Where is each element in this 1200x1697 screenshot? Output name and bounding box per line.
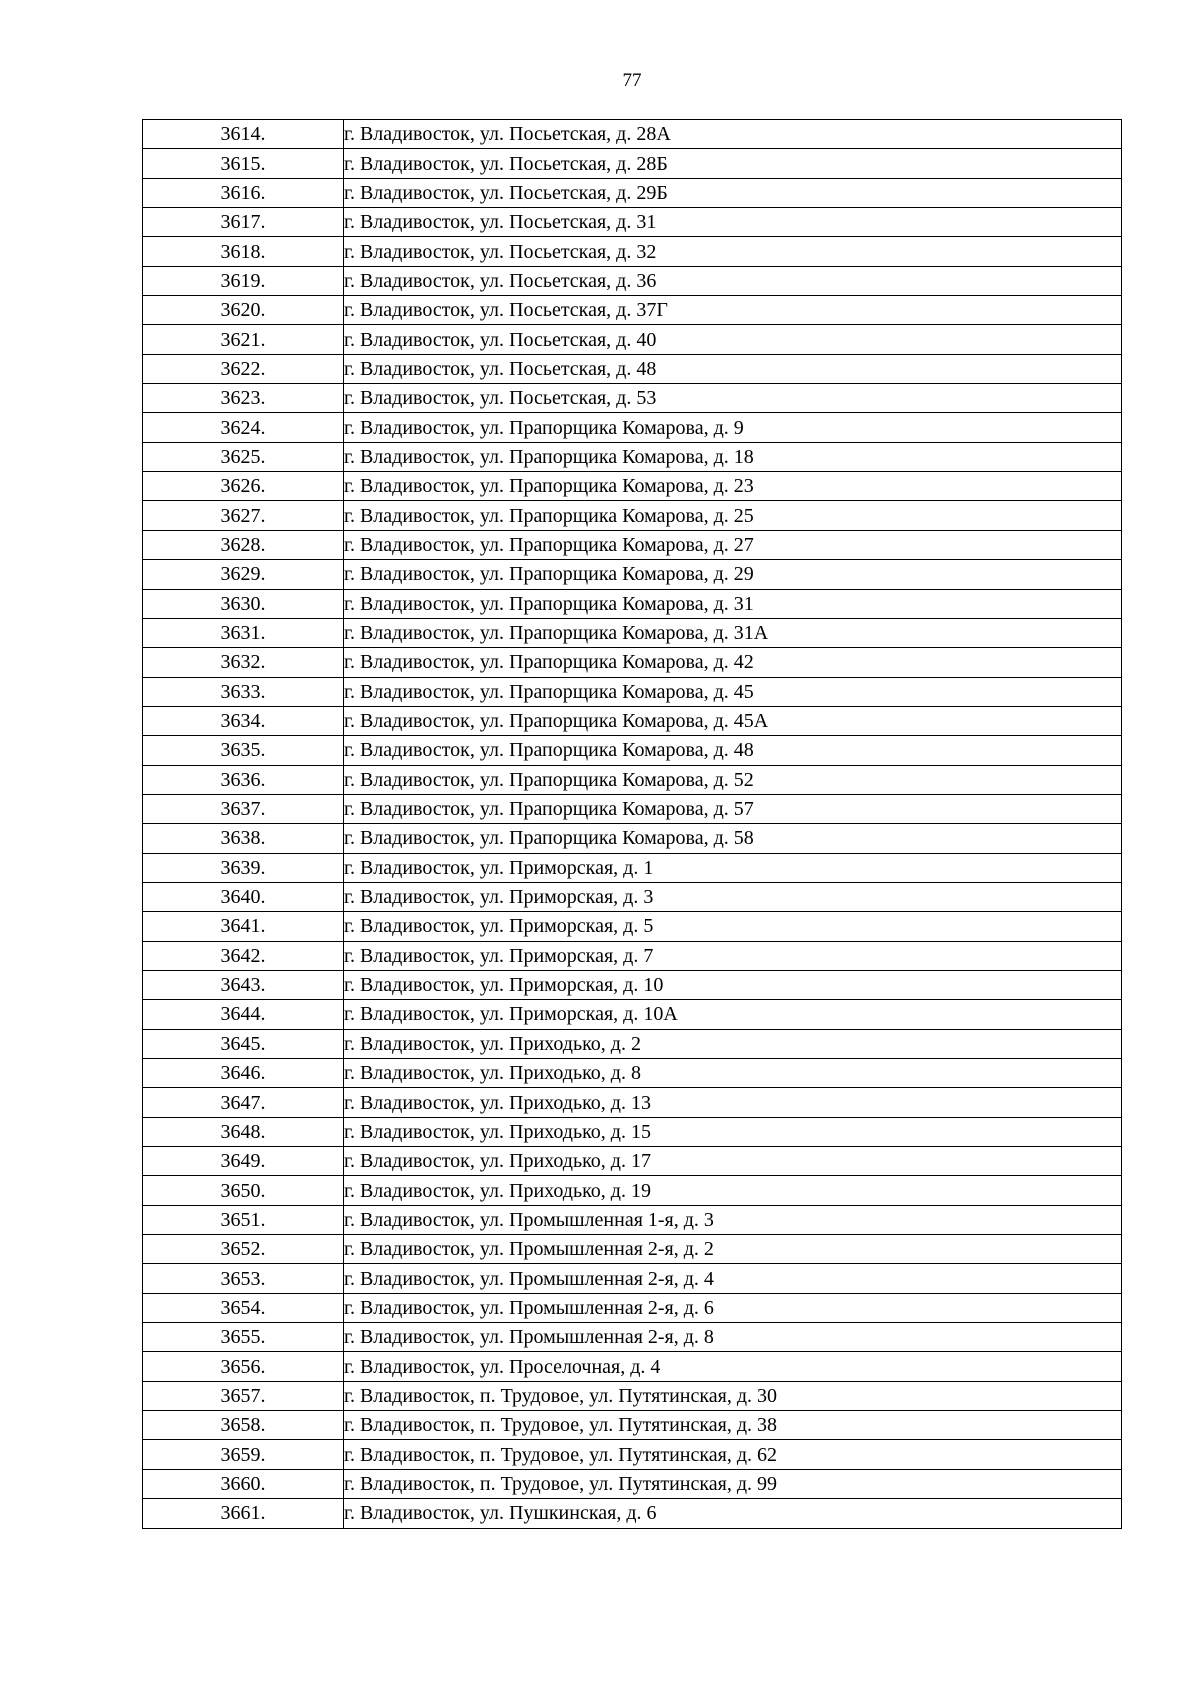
row-number-cell: 3642.: [143, 941, 344, 970]
address-cell: г. Владивосток, ул. Приморская, д. 5: [344, 912, 1122, 941]
row-number-cell: 3619.: [143, 266, 344, 295]
row-number-cell: 3650.: [143, 1176, 344, 1205]
row-number-cell: 3625.: [143, 442, 344, 471]
address-cell: г. Владивосток, ул. Посьетская, д. 32: [344, 237, 1122, 266]
row-number-cell: 3623.: [143, 384, 344, 413]
row-number-cell: 3658.: [143, 1411, 344, 1440]
address-cell: г. Владивосток, ул. Приходько, д. 2: [344, 1029, 1122, 1058]
row-number-cell: 3643.: [143, 970, 344, 999]
row-number-cell: 3661.: [143, 1499, 344, 1528]
row-number-cell: 3647.: [143, 1088, 344, 1117]
table-row: [143, 1499, 1122, 1528]
table-row: [143, 178, 1122, 207]
row-number-cell: 3660.: [143, 1469, 344, 1498]
address-cell: г. Владивосток, ул. Прапорщика Комарова, д. 9: [344, 413, 1122, 442]
address-cell: г. Владивосток, ул. Прапорщика Комарова, д. 58: [344, 824, 1122, 853]
table-row: [143, 970, 1122, 999]
address-cell: г. Владивосток, ул. Приморская, д. 7: [344, 941, 1122, 970]
table-row: [143, 618, 1122, 647]
table-row: [143, 120, 1122, 149]
table-row: [143, 1323, 1122, 1352]
address-cell: г. Владивосток, ул. Посьетская, д. 36: [344, 266, 1122, 295]
row-number-cell: 3646.: [143, 1059, 344, 1088]
table-row: [143, 296, 1122, 325]
table-row: [143, 442, 1122, 471]
address-cell: г. Владивосток, п. Трудовое, ул. Путятинская, д. 30: [344, 1381, 1122, 1410]
row-number-cell: 3653.: [143, 1264, 344, 1293]
row-number-cell: 3618.: [143, 237, 344, 266]
address-cell: г. Владивосток, ул. Прапорщика Комарова, д. 45А: [344, 706, 1122, 735]
address-cell: г. Владивосток, ул. Приморская, д. 3: [344, 882, 1122, 911]
address-cell: г. Владивосток, ул. Приморская, д. 10: [344, 970, 1122, 999]
address-cell: г. Владивосток, ул. Приходько, д. 19: [344, 1176, 1122, 1205]
table-row: [143, 912, 1122, 941]
table-row: [143, 208, 1122, 237]
row-number-cell: 3621.: [143, 325, 344, 354]
table-row: [143, 1440, 1122, 1469]
row-number-cell: 3637.: [143, 794, 344, 823]
row-number-cell: 3630.: [143, 589, 344, 618]
table-row: [143, 1176, 1122, 1205]
row-number-cell: 3657.: [143, 1381, 344, 1410]
table-row: [143, 1088, 1122, 1117]
address-cell: г. Владивосток, ул. Приморская, д. 10А: [344, 1000, 1122, 1029]
address-cell: г. Владивосток, ул. Прапорщика Комарова, д. 31А: [344, 618, 1122, 647]
address-cell: г. Владивосток, п. Трудовое, ул. Путятинская, д. 99: [344, 1469, 1122, 1498]
address-cell: г. Владивосток, ул. Посьетская, д. 53: [344, 384, 1122, 413]
table-row: [143, 1147, 1122, 1176]
address-cell: г. Владивосток, ул. Прапорщика Комарова, д. 25: [344, 501, 1122, 530]
row-number-cell: 3644.: [143, 1000, 344, 1029]
table-row: [143, 941, 1122, 970]
table-row: [143, 706, 1122, 735]
table-row: [143, 1117, 1122, 1146]
table-row: [143, 1000, 1122, 1029]
table-row: [143, 325, 1122, 354]
table-row: [143, 648, 1122, 677]
row-number-cell: 3639.: [143, 853, 344, 882]
table-row: [143, 765, 1122, 794]
table-row: [143, 1293, 1122, 1322]
row-number-cell: 3640.: [143, 882, 344, 911]
address-cell: г. Владивосток, ул. Промышленная 2-я, д. 6: [344, 1293, 1122, 1322]
row-number-cell: 3614.: [143, 120, 344, 149]
address-cell: г. Владивосток, п. Трудовое, ул. Путятинская, д. 38: [344, 1411, 1122, 1440]
table-row: [143, 266, 1122, 295]
table-row: [143, 824, 1122, 853]
address-table: [142, 119, 1122, 1529]
row-number-cell: 3659.: [143, 1440, 344, 1469]
address-cell: г. Владивосток, ул. Прапорщика Комарова, д. 23: [344, 472, 1122, 501]
table-row: [143, 560, 1122, 589]
table-row: [143, 589, 1122, 618]
row-number-cell: 3656.: [143, 1352, 344, 1381]
row-number-cell: 3624.: [143, 413, 344, 442]
table-row: [143, 1381, 1122, 1410]
row-number-cell: 3651.: [143, 1205, 344, 1234]
table-row: [143, 354, 1122, 383]
table-row: [143, 1235, 1122, 1264]
row-number-cell: 3615.: [143, 149, 344, 178]
row-number-cell: 3627.: [143, 501, 344, 530]
address-cell: г. Владивосток, ул. Прапорщика Комарова, д. 45: [344, 677, 1122, 706]
address-cell: г. Владивосток, ул. Посьетская, д. 31: [344, 208, 1122, 237]
address-cell: г. Владивосток, ул. Прапорщика Комарова, д. 42: [344, 648, 1122, 677]
page-number: 77: [622, 70, 642, 91]
address-cell: г. Владивосток, ул. Посьетская, д. 37Г: [344, 296, 1122, 325]
table-row: [143, 501, 1122, 530]
row-number-cell: 3655.: [143, 1323, 344, 1352]
address-cell: г. Владивосток, ул. Посьетская, д. 29Б: [344, 178, 1122, 207]
address-cell: г. Владивосток, ул. Приходько, д. 17: [344, 1147, 1122, 1176]
table-row: [143, 530, 1122, 559]
table-row: [143, 677, 1122, 706]
address-cell: г. Владивосток, ул. Посьетская, д. 28А: [344, 120, 1122, 149]
table-row: [143, 472, 1122, 501]
table-row: [143, 853, 1122, 882]
address-cell: г. Владивосток, ул. Прапорщика Комарова, д. 52: [344, 765, 1122, 794]
table-row: [143, 1469, 1122, 1498]
row-number-cell: 3632.: [143, 648, 344, 677]
table-row: [143, 384, 1122, 413]
address-table-body: [143, 120, 1122, 1529]
row-number-cell: 3622.: [143, 354, 344, 383]
address-cell: г. Владивосток, ул. Пушкинская, д. 6: [344, 1499, 1122, 1528]
table-row: [143, 1059, 1122, 1088]
row-number-cell: 3638.: [143, 824, 344, 853]
address-cell: г. Владивосток, ул. Посьетская, д. 48: [344, 354, 1122, 383]
row-number-cell: 3636.: [143, 765, 344, 794]
row-number-cell: 3635.: [143, 736, 344, 765]
table-row: [143, 1352, 1122, 1381]
address-cell: г. Владивосток, ул. Приходько, д. 8: [344, 1059, 1122, 1088]
address-cell: г. Владивосток, ул. Приморская, д. 1: [344, 853, 1122, 882]
address-cell: г. Владивосток, ул. Промышленная 2-я, д. 2: [344, 1235, 1122, 1264]
address-cell: г. Владивосток, ул. Промышленная 1-я, д. 3: [344, 1205, 1122, 1234]
row-number-cell: 3634.: [143, 706, 344, 735]
address-cell: г. Владивосток, ул. Приходько, д. 15: [344, 1117, 1122, 1146]
address-cell: г. Владивосток, ул. Прапорщика Комарова, д. 27: [344, 530, 1122, 559]
row-number-cell: 3633.: [143, 677, 344, 706]
address-cell: г. Владивосток, ул. Приходько, д. 13: [344, 1088, 1122, 1117]
table-row: [143, 413, 1122, 442]
row-number-cell: 3617.: [143, 208, 344, 237]
row-number-cell: 3626.: [143, 472, 344, 501]
table-row: [143, 1029, 1122, 1058]
row-number-cell: 3649.: [143, 1147, 344, 1176]
address-cell: г. Владивосток, ул. Промышленная 2-я, д. 8: [344, 1323, 1122, 1352]
row-number-cell: 3628.: [143, 530, 344, 559]
address-cell: г. Владивосток, ул. Проселочная, д. 4: [344, 1352, 1122, 1381]
row-number-cell: 3629.: [143, 560, 344, 589]
row-number-cell: 3652.: [143, 1235, 344, 1264]
address-cell: г. Владивосток, п. Трудовое, ул. Путятинская, д. 62: [344, 1440, 1122, 1469]
table-row: [143, 1205, 1122, 1234]
address-cell: г. Владивосток, ул. Промышленная 2-я, д. 4: [344, 1264, 1122, 1293]
address-cell: г. Владивосток, ул. Прапорщика Комарова, д. 31: [344, 589, 1122, 618]
address-cell: г. Владивосток, ул. Посьетская, д. 28Б: [344, 149, 1122, 178]
table-row: [143, 1411, 1122, 1440]
address-cell: г. Владивосток, ул. Посьетская, д. 40: [344, 325, 1122, 354]
row-number-cell: 3620.: [143, 296, 344, 325]
row-number-cell: 3654.: [143, 1293, 344, 1322]
address-cell: г. Владивосток, ул. Прапорщика Комарова, д. 57: [344, 794, 1122, 823]
row-number-cell: 3616.: [143, 178, 344, 207]
address-cell: г. Владивосток, ул. Прапорщика Комарова, д. 29: [344, 560, 1122, 589]
table-row: [143, 794, 1122, 823]
table-row: [143, 149, 1122, 178]
row-number-cell: 3641.: [143, 912, 344, 941]
table-row: [143, 1264, 1122, 1293]
address-cell: г. Владивосток, ул. Прапорщика Комарова, д. 48: [344, 736, 1122, 765]
address-cell: г. Владивосток, ул. Прапорщика Комарова, д. 18: [344, 442, 1122, 471]
row-number-cell: 3645.: [143, 1029, 344, 1058]
table-row: [143, 237, 1122, 266]
row-number-cell: 3631.: [143, 618, 344, 647]
row-number-cell: 3648.: [143, 1117, 344, 1146]
table-row: [143, 882, 1122, 911]
table-row: [143, 736, 1122, 765]
